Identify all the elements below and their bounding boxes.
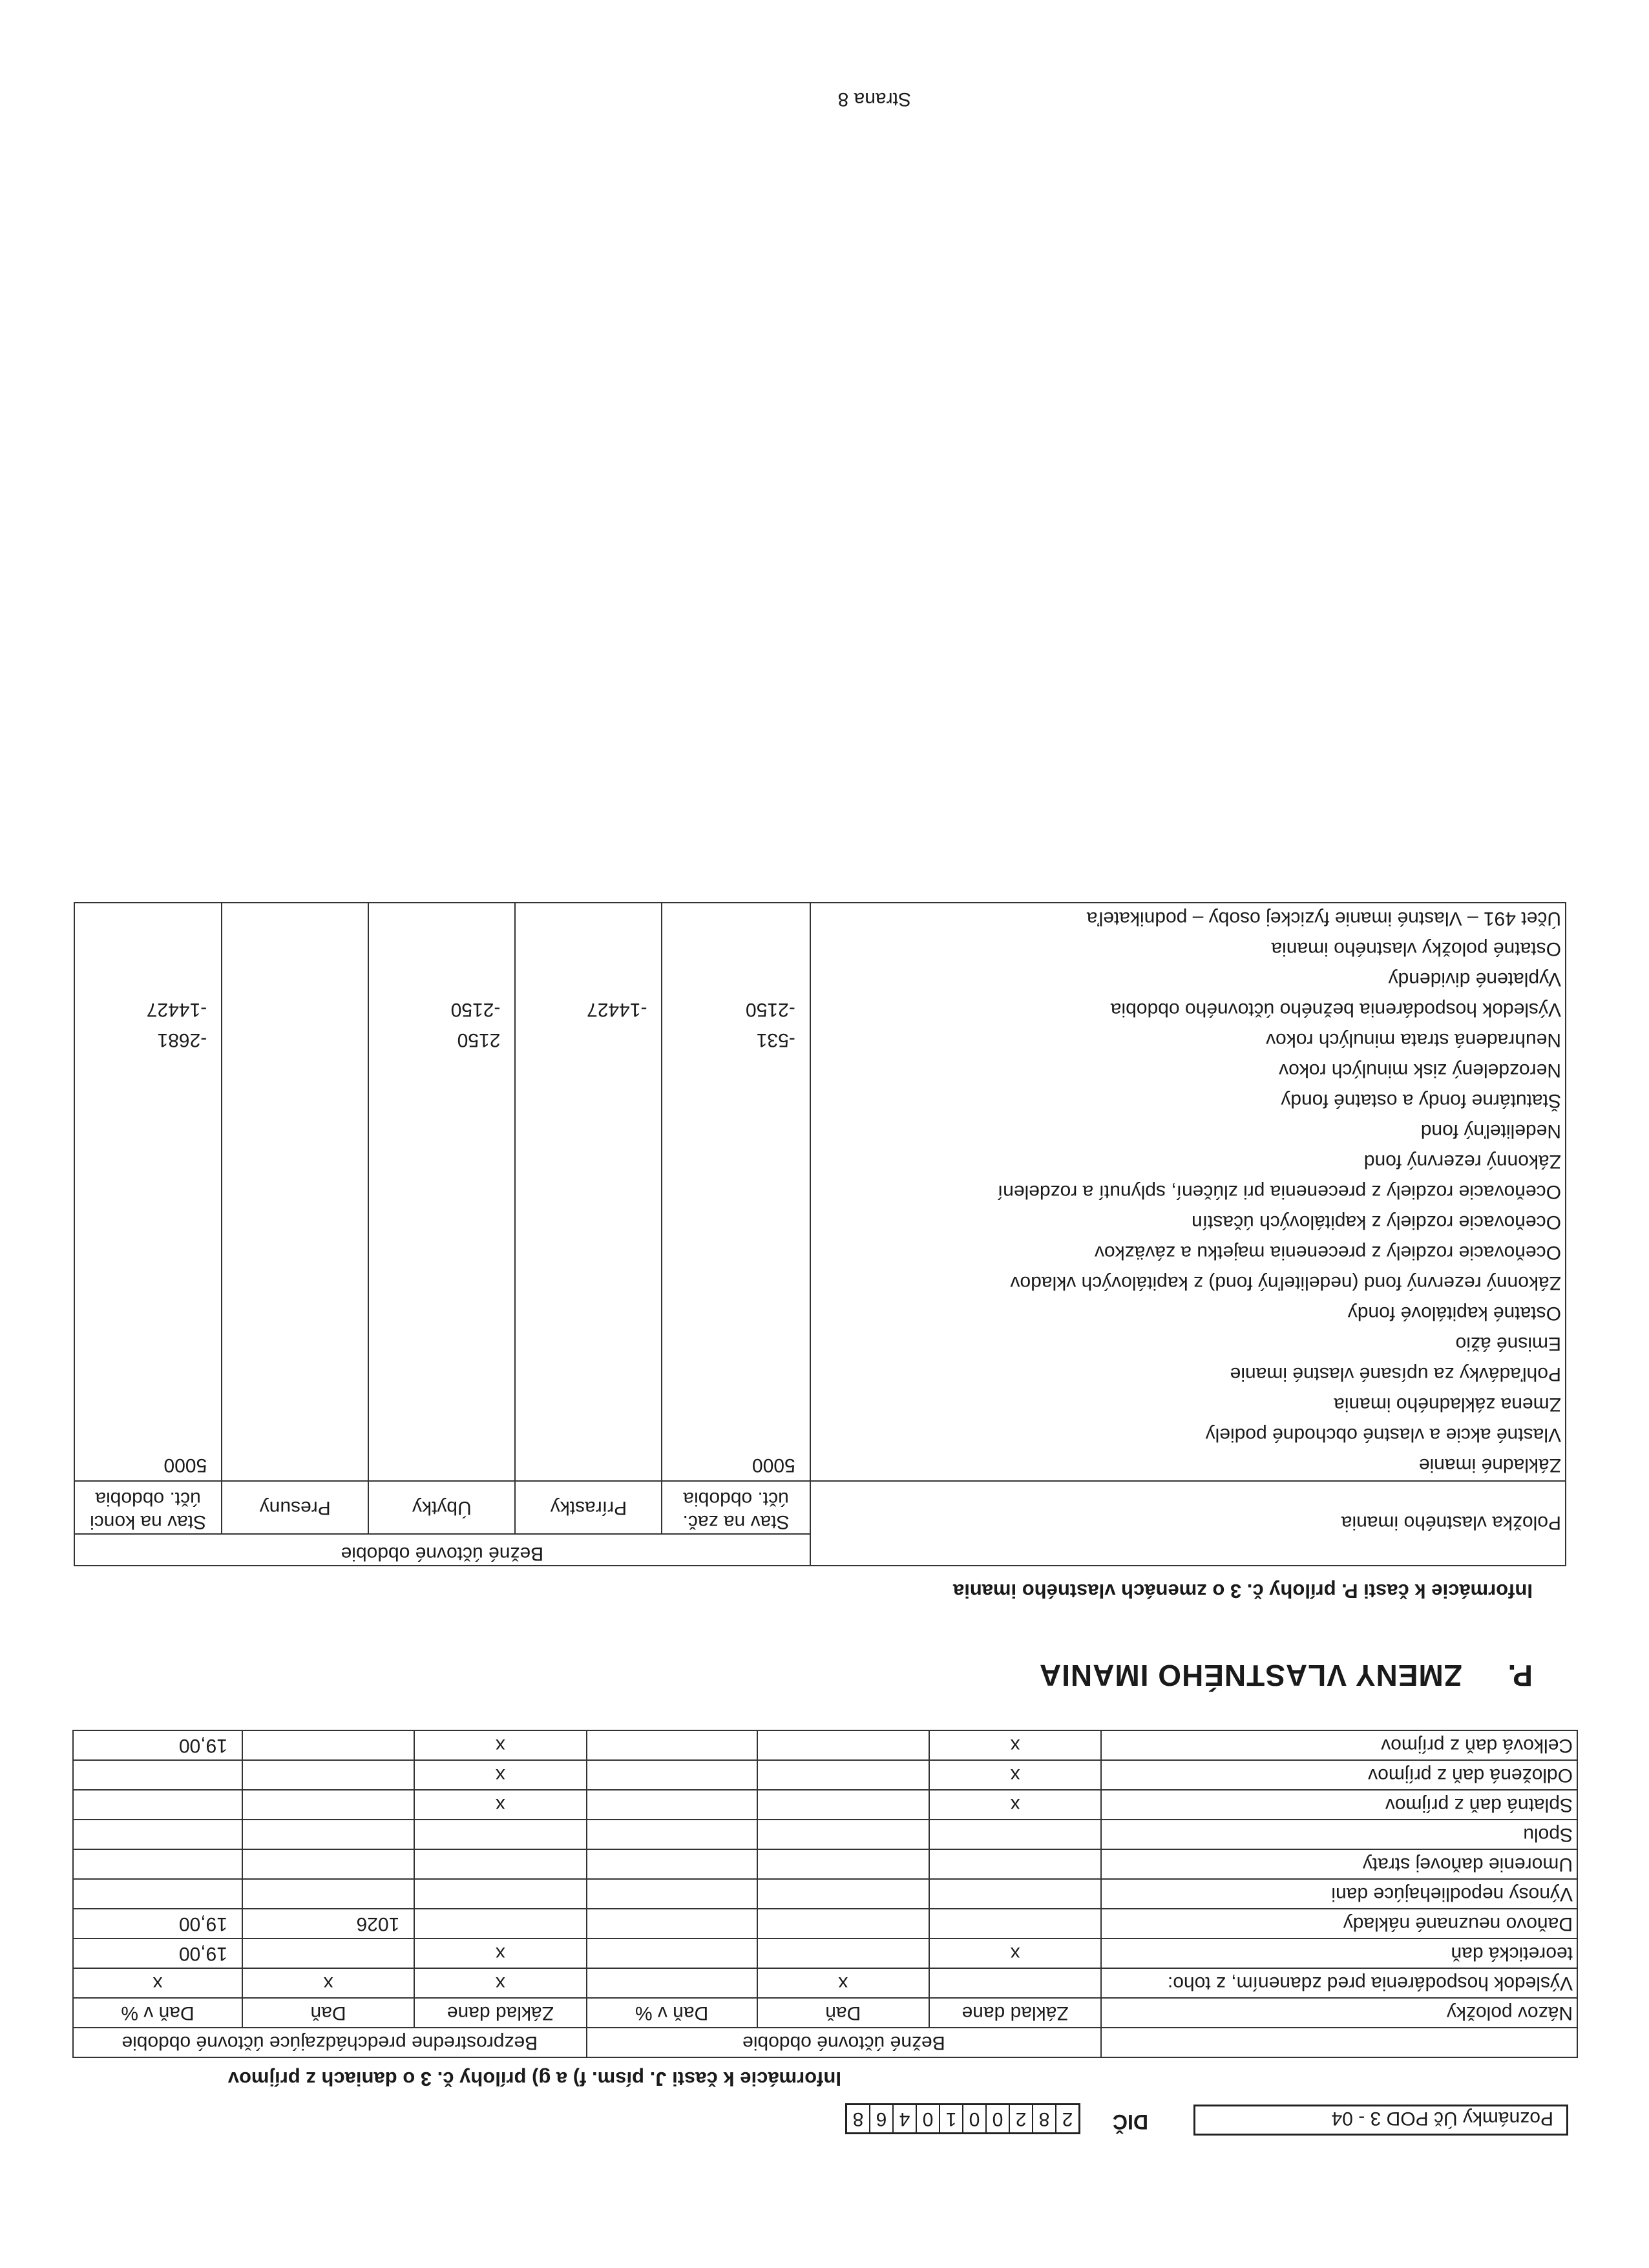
table-cell: Zákonný rezervný fond (nedeliteľný fond) z kapitálových vkladov <box>810 1268 1566 1298</box>
table-cell <box>414 1879 586 1909</box>
table-cell: Zákonný rezervný fond <box>810 1146 1566 1177</box>
table-cell <box>587 1760 757 1790</box>
table-cell <box>222 1177 368 1207</box>
table-group-header: Bežné účtovné obdobie <box>74 1534 810 1566</box>
table-cell <box>368 1116 515 1146</box>
table-cell <box>368 1237 515 1268</box>
table-cell <box>368 1359 515 1389</box>
table-row <box>74 934 1566 964</box>
table-cell <box>515 964 662 994</box>
table-cell <box>515 1025 662 1055</box>
table-cell: Oceňovacie rozdiely z precenenia pri zlúčení, splynutí a rozdelení <box>810 1177 1566 1207</box>
table-cell <box>662 934 810 964</box>
table-cell <box>74 1328 222 1359</box>
table-cell <box>414 1849 586 1879</box>
table-cell <box>242 1730 414 1760</box>
table-cell <box>757 1879 929 1909</box>
table-cell <box>73 1760 242 1790</box>
table-cell <box>515 1389 662 1420</box>
table-cell: x <box>73 1968 242 1998</box>
table-cell: Spolu <box>1101 1820 1577 1849</box>
table-cell: Štatutárne fondy a ostatné fondy <box>810 1086 1566 1116</box>
table-cell <box>662 1177 810 1207</box>
table-cell <box>74 1055 222 1086</box>
table-cell <box>662 1055 810 1086</box>
table-cell <box>368 1177 515 1207</box>
table-cell: Vlastné akcie a vlastné obchodné podiely <box>810 1420 1566 1450</box>
table-row <box>74 1359 1566 1389</box>
table-cell <box>662 1298 810 1328</box>
table-cell <box>515 1328 662 1359</box>
table-row <box>74 1177 1566 1207</box>
table-row <box>74 994 1566 1025</box>
table-cell: x <box>929 1938 1101 1968</box>
table-cell: Neuhradená strata minulých rokov <box>810 1025 1566 1055</box>
table-cell <box>662 1328 810 1359</box>
table-cell: 5000 <box>74 1450 222 1481</box>
table-cell <box>414 1820 586 1849</box>
table-header-cell: Presuny <box>222 1481 368 1534</box>
table-cell <box>662 1420 810 1450</box>
table-cell <box>929 1820 1101 1849</box>
table-row <box>73 1849 1577 1879</box>
table-header-cell: Základ dane <box>929 1998 1101 2028</box>
table-cell <box>368 1207 515 1237</box>
table-cell <box>368 1420 515 1450</box>
dic-digit: 1 <box>939 2105 962 2132</box>
table-cell <box>74 1146 222 1177</box>
section-p-table <box>74 902 1566 1566</box>
dic-digit: 8 <box>852 2108 864 2130</box>
table-cell: Nerozdelený zisk minulých rokov <box>810 1055 1566 1086</box>
table-cell <box>757 1938 929 1968</box>
table-header-cell <box>810 1534 1566 1566</box>
section-p-title <box>1039 1658 1533 1693</box>
form-name: Poznámky Úč POD 3 - 04 <box>1331 2108 1553 2129</box>
table-cell <box>414 1909 586 1938</box>
table-cell <box>73 1820 242 1849</box>
table-cell <box>587 1909 757 1938</box>
table-cell <box>74 1420 222 1450</box>
table-row <box>73 1909 1577 1938</box>
table-cell: teoretická daň <box>1101 1938 1577 1968</box>
table-cell <box>757 1730 929 1760</box>
table-cell <box>74 1177 222 1207</box>
table-cell: -531 <box>662 1025 810 1055</box>
table-header-cell <box>1101 2028 1577 2057</box>
table-cell: Výsledok hospodárenia bežného účtovného obdobia <box>810 994 1566 1025</box>
table-header-row <box>74 1481 1566 1534</box>
table-cell: x <box>414 1938 586 1968</box>
table-cell: Účet 491 – Vlastné imanie fyzickej osoby – podnikateľa <box>810 903 1566 934</box>
table-cell <box>368 1086 515 1116</box>
table-row <box>74 1389 1566 1420</box>
table-header-cell: Položka vlastného imania <box>810 1481 1566 1534</box>
table-row <box>74 964 1566 994</box>
table-group-header: Bežné účtovné obdobie <box>587 2028 1102 2057</box>
table-cell: x <box>929 1760 1101 1790</box>
table-cell <box>74 1298 222 1328</box>
dic-digit: 0 <box>916 2105 939 2132</box>
table-cell <box>515 1055 662 1086</box>
table-cell: x <box>414 1760 586 1790</box>
table-row <box>74 1207 1566 1237</box>
table-row <box>74 1328 1566 1359</box>
table-row <box>74 1450 1566 1481</box>
dic-digit: 2 <box>1009 2105 1032 2132</box>
table-cell <box>929 1968 1101 1998</box>
table-cell <box>587 1730 757 1760</box>
table-cell <box>662 1116 810 1146</box>
table-cell: Vyplatené dividendy <box>810 964 1566 994</box>
table-header-row <box>73 1998 1577 2028</box>
table-group-header-row <box>74 1534 1566 1566</box>
table-cell <box>74 1237 222 1268</box>
table-cell <box>222 1450 368 1481</box>
table-cell <box>73 1790 242 1820</box>
table-cell <box>662 1237 810 1268</box>
table-cell <box>74 1116 222 1146</box>
table-cell: Nedeliteľný fond <box>810 1116 1566 1146</box>
table-cell <box>368 1268 515 1298</box>
table-row <box>74 1086 1566 1116</box>
table-cell <box>515 1086 662 1116</box>
table-cell <box>222 1207 368 1237</box>
table-cell: Daňovo neuznané náklady <box>1101 1909 1577 1938</box>
table-row <box>73 1820 1577 1849</box>
table-cell <box>757 1909 929 1938</box>
table-cell: Základné imanie <box>810 1450 1566 1481</box>
table-cell <box>368 1389 515 1420</box>
table-row <box>74 1116 1566 1146</box>
table-cell: Celková daň z príjmov <box>1101 1730 1577 1760</box>
table-cell <box>368 1055 515 1086</box>
table-header-cell: Úbytky <box>368 1481 515 1534</box>
table-cell <box>757 1790 929 1820</box>
table-cell <box>368 1298 515 1328</box>
table-cell <box>242 1938 414 1968</box>
table-cell: Ostatné kapitálové fondy <box>810 1298 1566 1328</box>
table-cell <box>222 934 368 964</box>
table-cell <box>587 1820 757 1849</box>
table-cell <box>242 1849 414 1879</box>
table-row <box>74 1298 1566 1328</box>
table-cell <box>222 1328 368 1359</box>
table-cell <box>242 1820 414 1849</box>
table-cell <box>74 934 222 964</box>
table-cell: 2150 <box>368 1025 515 1055</box>
table-cell <box>222 1086 368 1116</box>
table-cell <box>515 1450 662 1481</box>
table-cell: -2681 <box>74 1025 222 1055</box>
table-cell: 19,00 <box>73 1730 242 1760</box>
table-cell: 19,00 <box>73 1909 242 1938</box>
table-cell <box>222 1298 368 1328</box>
table-cell <box>515 1298 662 1328</box>
table-cell: Emisné ážio <box>810 1328 1566 1359</box>
table-cell: x <box>757 1968 929 1998</box>
table-cell: x <box>414 1730 586 1760</box>
table-cell: x <box>242 1968 414 1998</box>
table-cell: -2150 <box>662 994 810 1025</box>
section-p-heading: Informácie k časti P. prílohy č. 3 o zmenách vlastného imania <box>952 1580 1533 1602</box>
table-cell <box>515 1116 662 1146</box>
table-header-cell: Daň <box>242 1998 414 2028</box>
table-cell <box>222 1359 368 1389</box>
table-cell <box>662 1359 810 1389</box>
table-cell <box>662 964 810 994</box>
table-cell <box>74 1268 222 1298</box>
table-cell <box>515 903 662 934</box>
table-cell <box>515 1207 662 1237</box>
table-cell <box>74 964 222 994</box>
table-cell: -14427 <box>74 994 222 1025</box>
table-cell <box>242 1879 414 1909</box>
table-cell <box>368 903 515 934</box>
table-cell: x <box>929 1730 1101 1760</box>
table-cell <box>929 1849 1101 1879</box>
table-cell: Oceňovacie rozdiely z precenenia majetku a záväzkov <box>810 1237 1566 1268</box>
table-cell <box>74 1359 222 1389</box>
dic-digit: 8 <box>1032 2105 1055 2132</box>
table-cell: -14427 <box>515 994 662 1025</box>
table-header-cell: Stav na konci účt. obdobia <box>74 1481 222 1534</box>
table-cell: Výsledok hospodárenia pred zdanením, z toho: <box>1101 1968 1577 1998</box>
table-cell <box>74 1207 222 1237</box>
table-cell <box>368 1146 515 1177</box>
dic-digit: 2 <box>1055 2105 1078 2132</box>
table-cell <box>662 1389 810 1420</box>
table-row <box>73 1790 1577 1820</box>
table-cell: Výnosy nepodliehajúce dani <box>1101 1879 1577 1909</box>
table-cell: Oceňovacie rozdiely z kapitálových účastín <box>810 1207 1566 1237</box>
dic-digit: 0 <box>985 2105 1009 2132</box>
table-cell <box>242 1760 414 1790</box>
table-cell <box>515 1146 662 1177</box>
table-row <box>73 1938 1577 1968</box>
table-cell <box>74 1389 222 1420</box>
table-cell <box>515 934 662 964</box>
section-j-table <box>72 1730 1578 2058</box>
table-cell <box>662 1268 810 1298</box>
table-cell <box>368 1328 515 1359</box>
table-row <box>74 1268 1566 1298</box>
table-row <box>73 1730 1577 1760</box>
table-cell <box>242 1790 414 1820</box>
table-header-cell: Názov položky <box>1101 1998 1577 2028</box>
table-cell <box>515 1420 662 1450</box>
table-cell: 1026 <box>242 1909 414 1938</box>
table-cell <box>368 934 515 964</box>
table-cell <box>757 1849 929 1879</box>
table-cell <box>515 1177 662 1207</box>
table-header-cell: Prírastky <box>515 1481 662 1534</box>
table-row <box>74 903 1566 934</box>
table-cell: -2150 <box>368 994 515 1025</box>
table-cell <box>587 1849 757 1879</box>
table-cell <box>222 1116 368 1146</box>
table-cell <box>929 1879 1101 1909</box>
table-header-cell: Základ dane <box>414 1998 586 2028</box>
table-row <box>73 1968 1577 1998</box>
table-cell: Umorenie daňovej straty <box>1101 1849 1577 1879</box>
table-cell <box>74 1086 222 1116</box>
page-number: Strana 8 <box>837 89 911 110</box>
table-cell <box>368 964 515 994</box>
table-cell: 5000 <box>662 1450 810 1481</box>
section-p-letter: P. <box>1507 1659 1533 1692</box>
table-cell: Zmena základného imania <box>810 1389 1566 1420</box>
dic-boxes <box>845 2103 1080 2134</box>
table-cell <box>757 1820 929 1849</box>
dic-digit: 4 <box>892 2105 916 2132</box>
table-row <box>73 1760 1577 1790</box>
table-cell <box>222 903 368 934</box>
table-cell: Ostatné položky vlastného imania <box>810 934 1566 964</box>
table-row <box>74 1025 1566 1055</box>
table-cell <box>222 1268 368 1298</box>
table-cell <box>587 1879 757 1909</box>
table-cell <box>222 1055 368 1086</box>
table-header-cell: Daň v % <box>73 1998 242 2028</box>
table-cell <box>515 1268 662 1298</box>
table-cell: x <box>929 1790 1101 1820</box>
table-cell <box>222 1389 368 1420</box>
table-cell <box>222 1025 368 1055</box>
table-cell <box>662 1207 810 1237</box>
table-cell: x <box>414 1968 586 1998</box>
table-cell <box>929 1909 1101 1938</box>
table-cell <box>222 964 368 994</box>
table-cell <box>757 1760 929 1790</box>
table-cell <box>73 1879 242 1909</box>
table-row <box>74 1237 1566 1268</box>
table-group-header-row <box>73 2028 1577 2057</box>
dic-digit: 6 <box>869 2105 892 2132</box>
table-cell <box>662 1146 810 1177</box>
table-header-cell: Stav na zač. účt. obdobia <box>662 1481 810 1534</box>
table-header-cell: Daň <box>757 1998 929 2028</box>
table-row <box>74 1420 1566 1450</box>
table-cell <box>73 1849 242 1879</box>
table-cell <box>368 1450 515 1481</box>
table-cell <box>222 994 368 1025</box>
section-p-title-text: ZMENY VLASTNÉHO IMANIA <box>1038 1659 1462 1692</box>
table-cell <box>74 903 222 934</box>
dic-digit: 0 <box>962 2105 985 2132</box>
table-cell <box>662 903 810 934</box>
table-cell <box>222 1146 368 1177</box>
table-cell: Pohľadávky za upísané vlastné imanie <box>810 1359 1566 1389</box>
table-cell <box>587 1938 757 1968</box>
table-cell <box>222 1420 368 1450</box>
table-row <box>74 1055 1566 1086</box>
table-cell <box>515 1237 662 1268</box>
table-cell: Odložená daň z príjmov <box>1101 1760 1577 1790</box>
table-cell <box>587 1790 757 1820</box>
table-cell <box>515 1359 662 1389</box>
dic-label: DIČ <box>1112 2110 1148 2134</box>
table-row <box>73 1879 1577 1909</box>
table-cell: Splatná daň z príjmov <box>1101 1790 1577 1820</box>
table-cell <box>222 1237 368 1268</box>
section-j-heading: Informácie k časti J. písm. f) a g) prílohy č. 3 o daniach z príjmov <box>227 2068 841 2090</box>
table-row <box>74 1146 1566 1177</box>
table-group-header: Bezprostredne predchádzajúce účtovné obdobie <box>73 2028 587 2057</box>
table-cell: x <box>414 1790 586 1820</box>
form-name-box <box>1193 2105 1568 2136</box>
table-cell: 19,00 <box>73 1938 242 1968</box>
table-cell <box>662 1086 810 1116</box>
table-header-cell: Daň v % <box>587 1998 757 2028</box>
table-cell <box>587 1968 757 1998</box>
